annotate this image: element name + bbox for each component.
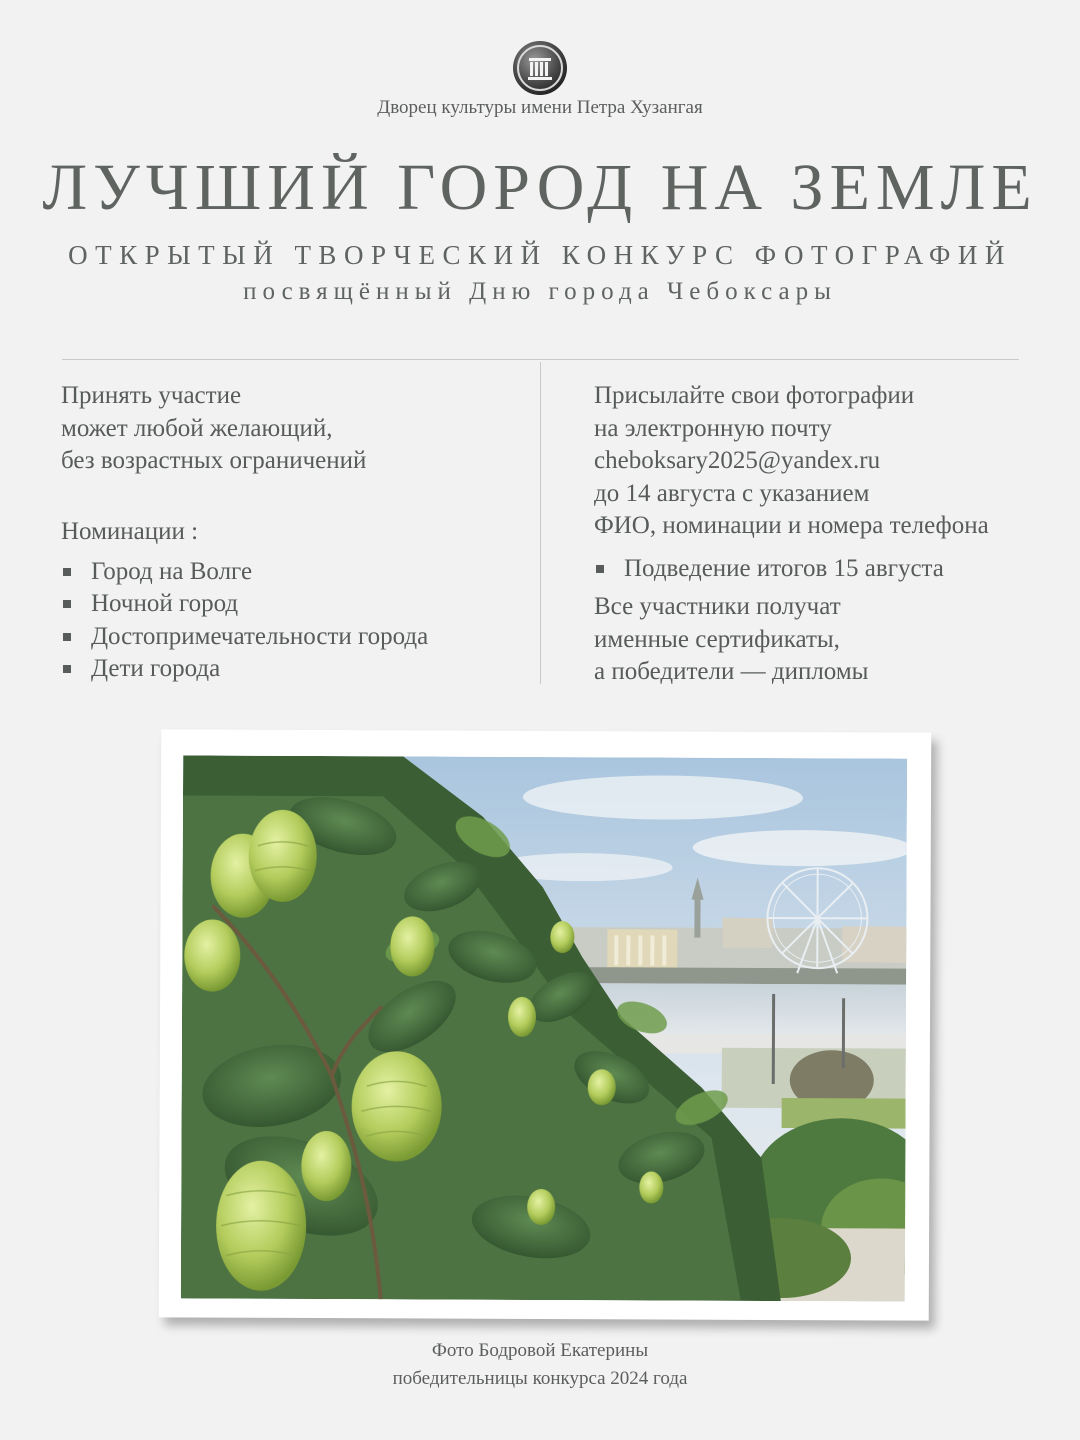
left-column [61,380,531,686]
photo-frame [159,729,932,1320]
results-list [594,553,1044,586]
rewards-line: а победители — дипломы [594,658,869,685]
right-column [594,380,1044,689]
participation-text [61,380,531,478]
nominations-heading: Номинации : [61,517,199,545]
bullet-icon [63,633,71,641]
nomination-label: Дети города [91,655,221,682]
caption-line: Фото Бодровой Екатерины [431,1340,649,1361]
organization-name: Дворец культуры имени Петра Хузангая [377,97,703,118]
submission-line: на электронную почту [594,414,832,442]
submission-line: ФИО, номинации и номера телефона [594,512,989,539]
contest-photo [181,755,907,1301]
results-label: Подведение итогов 15 августа [624,554,944,582]
nominations-list [61,556,531,686]
bullet-icon [596,565,604,573]
caption-line: победительницы конкурса 2024 года [392,1368,688,1389]
list-item [61,653,531,686]
page-subtitle-dedication: посвящённый Дню города Чебоксары [243,278,837,305]
participation-line: Принять участие [61,382,242,409]
bullet-icon [63,600,71,608]
submission-line: до 14 августа с указанием [594,479,870,507]
rewards-text [594,591,1044,689]
bullet-icon [63,665,71,673]
horizontal-divider [62,359,1019,360]
page-title: ЛУЧШИЙ ГОРОД НА ЗЕМЛЕ [42,151,1038,224]
list-item [61,556,531,589]
participation-line: без возрастных ограничений [61,447,367,474]
photo-caption [0,1337,1080,1393]
nomination-label: Ночной город [91,590,239,617]
participation-line: может любой желающий, [61,414,333,442]
page-subtitle: ОТКРЫТЫЙ ТВОРЧЕСКИЙ КОНКУРС ФОТОГРАФИЙ [68,240,1012,270]
submission-line: Присылайте свои фотографии [594,382,915,409]
email-link[interactable]: cheboksary2025@yandex.ru [594,447,881,474]
theatre-columns-icon [512,40,568,96]
list-item [594,553,1044,586]
submission-text [594,380,1044,543]
nomination-label: Город на Волге [91,557,253,585]
list-item [61,621,531,654]
rewards-line: именные сертификаты, [594,625,840,653]
nomination-label: Достопримечательности города [91,622,429,650]
rewards-line: Все участники получат [594,593,841,620]
list-item [61,588,531,621]
vertical-divider [540,362,541,684]
bullet-icon [63,568,71,576]
